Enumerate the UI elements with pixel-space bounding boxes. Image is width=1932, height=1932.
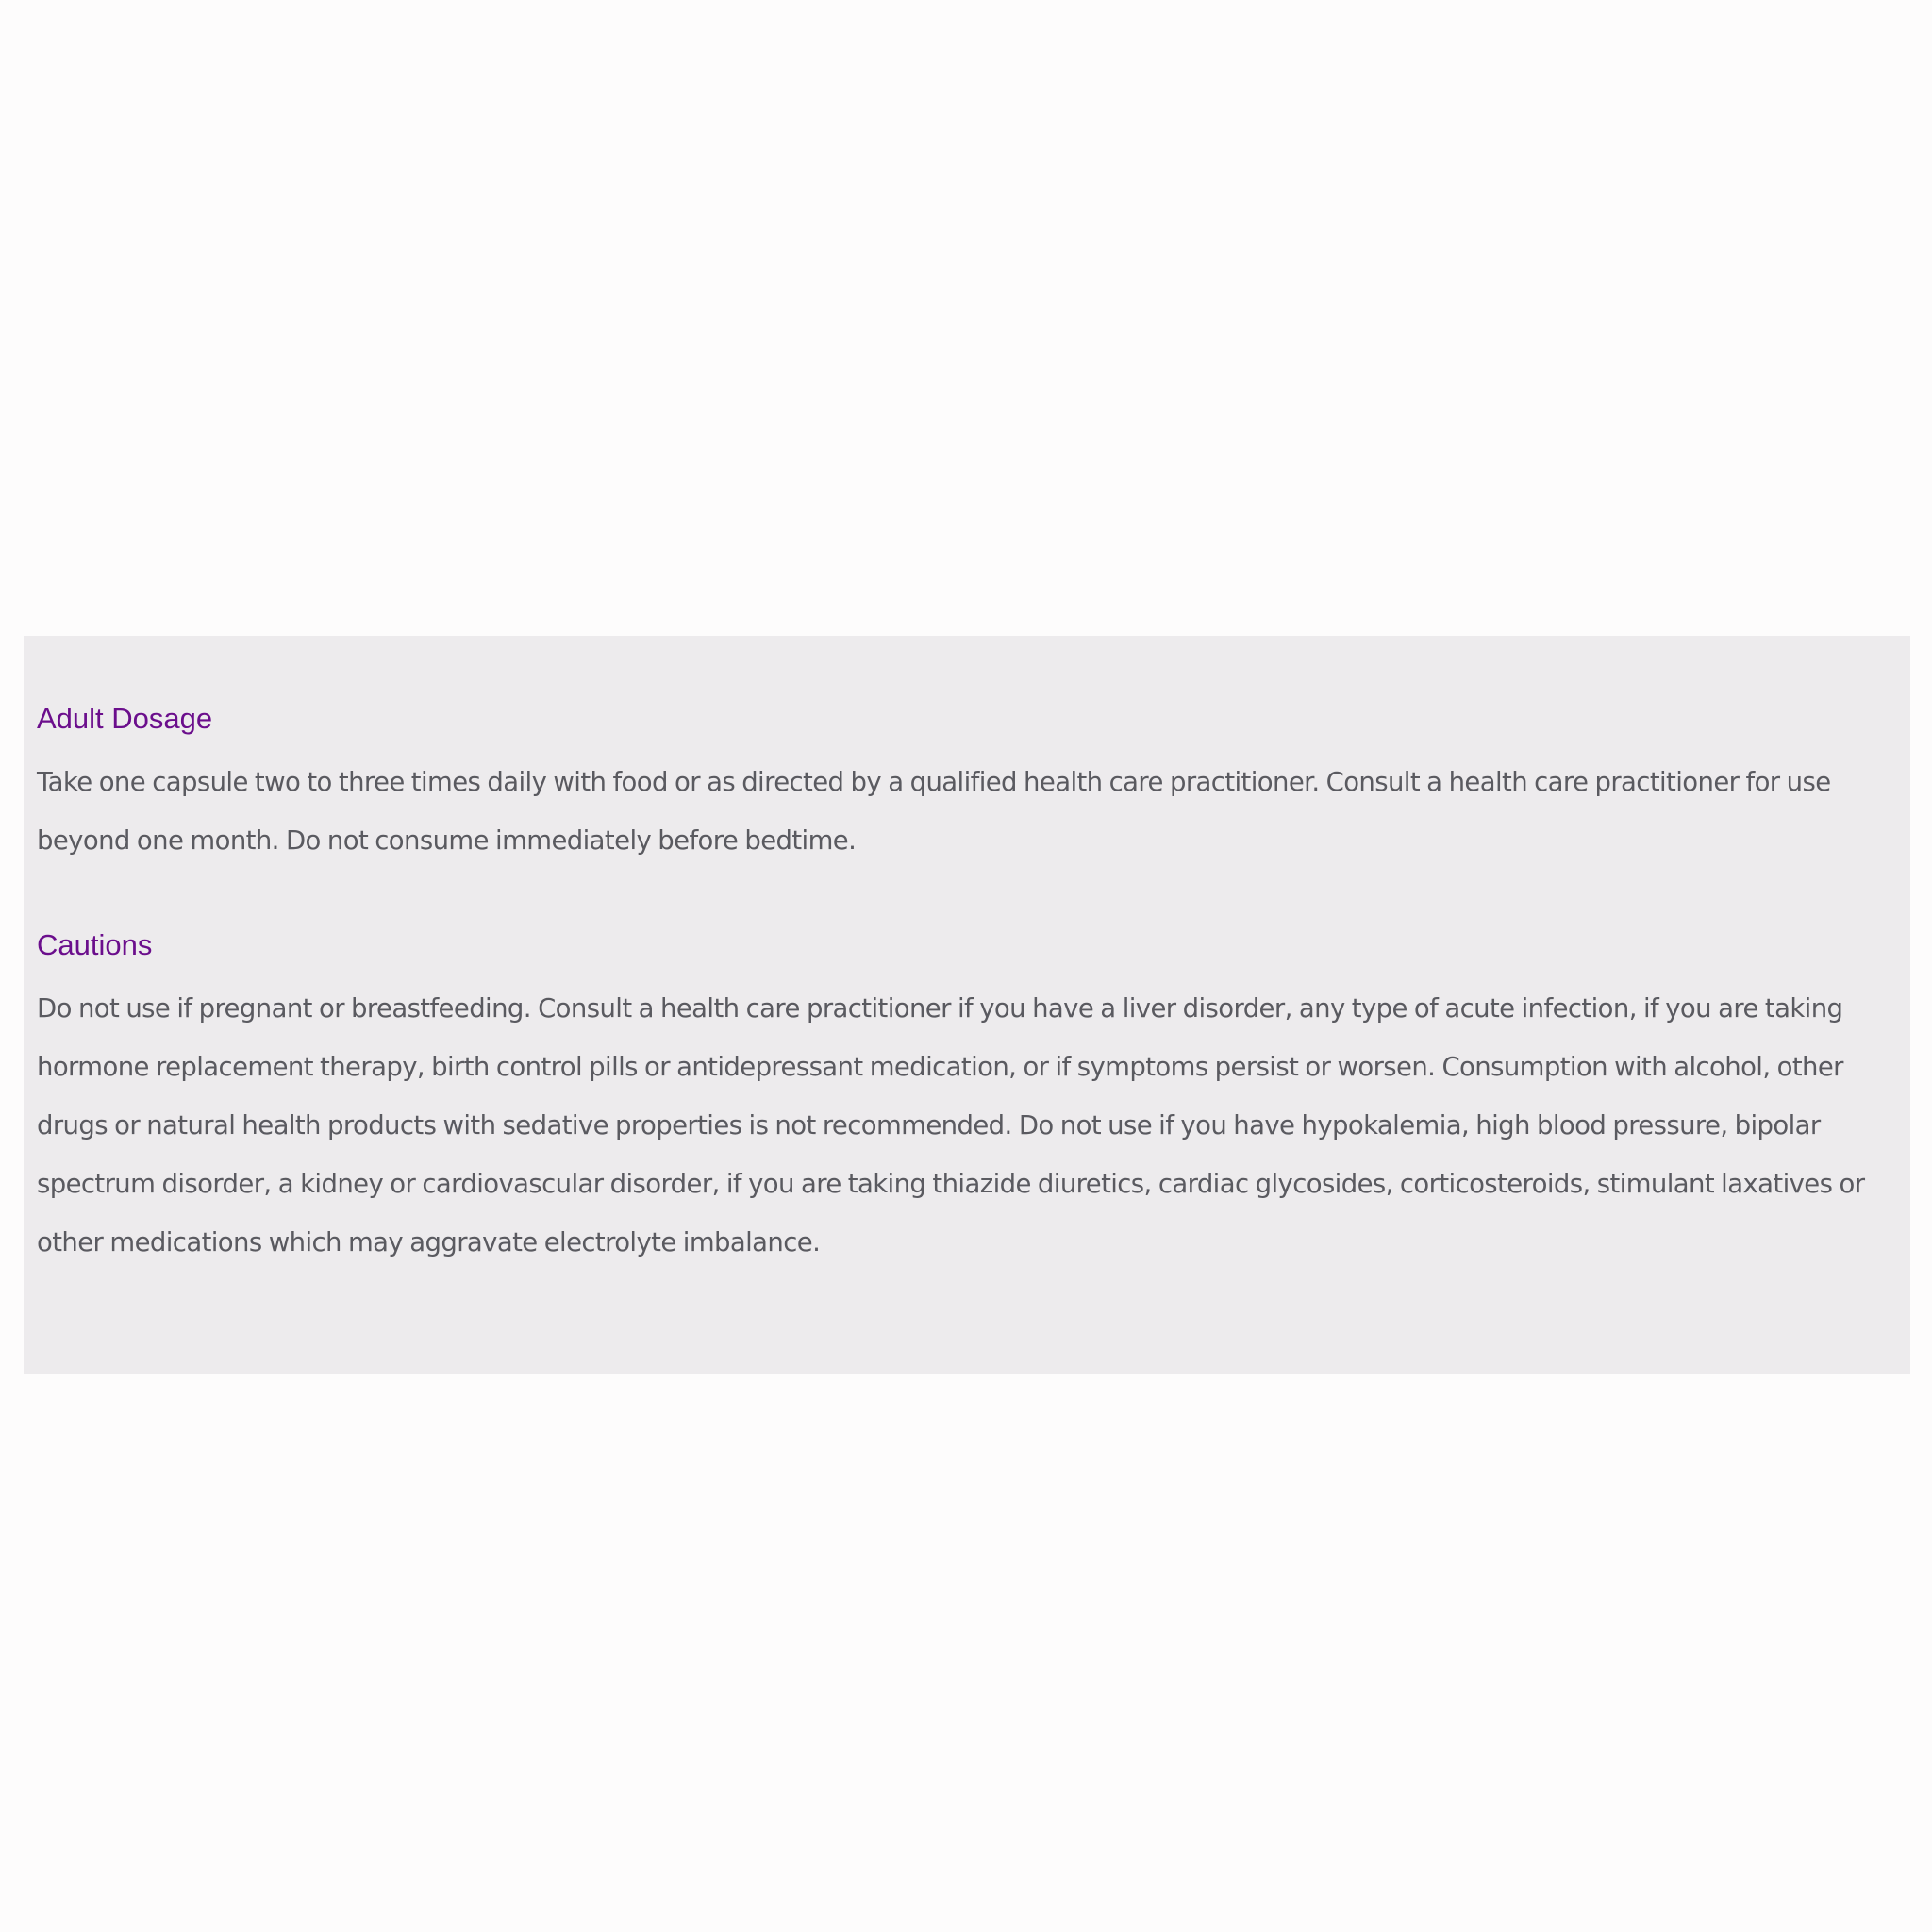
product-info-panel	[24, 636, 1910, 1374]
adult-dosage-heading: Adult Dosage	[37, 702, 213, 735]
cautions-section	[37, 926, 1897, 1272]
adult-dosage-text: Take one capsule two to three times daily with food or as directed by a qualified health care practitioner. Consult a health care practitioner for use beyond one month. Do not consume immediately before bedtime.	[37, 767, 1831, 856]
cautions-heading: Cautions	[37, 928, 153, 961]
cautions-text: Do not use if pregnant or breastfeeding. Consult a health care practitioner if you have a liver disorder, any type of acute infection, if you are taking hormone replacement therapy, birth control pills or antidepressant medication, or if symptoms persist or worsen. Consumption with alcohol, other drugs or natural health products with sedative properties is not recommended. Do not use if you have hypokalemia, high blood pressure, bipolar spectrum disorder, a kidney or cardiovascular disorder, if you are taking thiazide diuretics, cardiac glycosides, corticosteroids, stimulant laxatives or other medications which may aggravate electrolyte imbalance.	[37, 993, 1865, 1257]
adult-dosage-section	[37, 700, 1897, 870]
